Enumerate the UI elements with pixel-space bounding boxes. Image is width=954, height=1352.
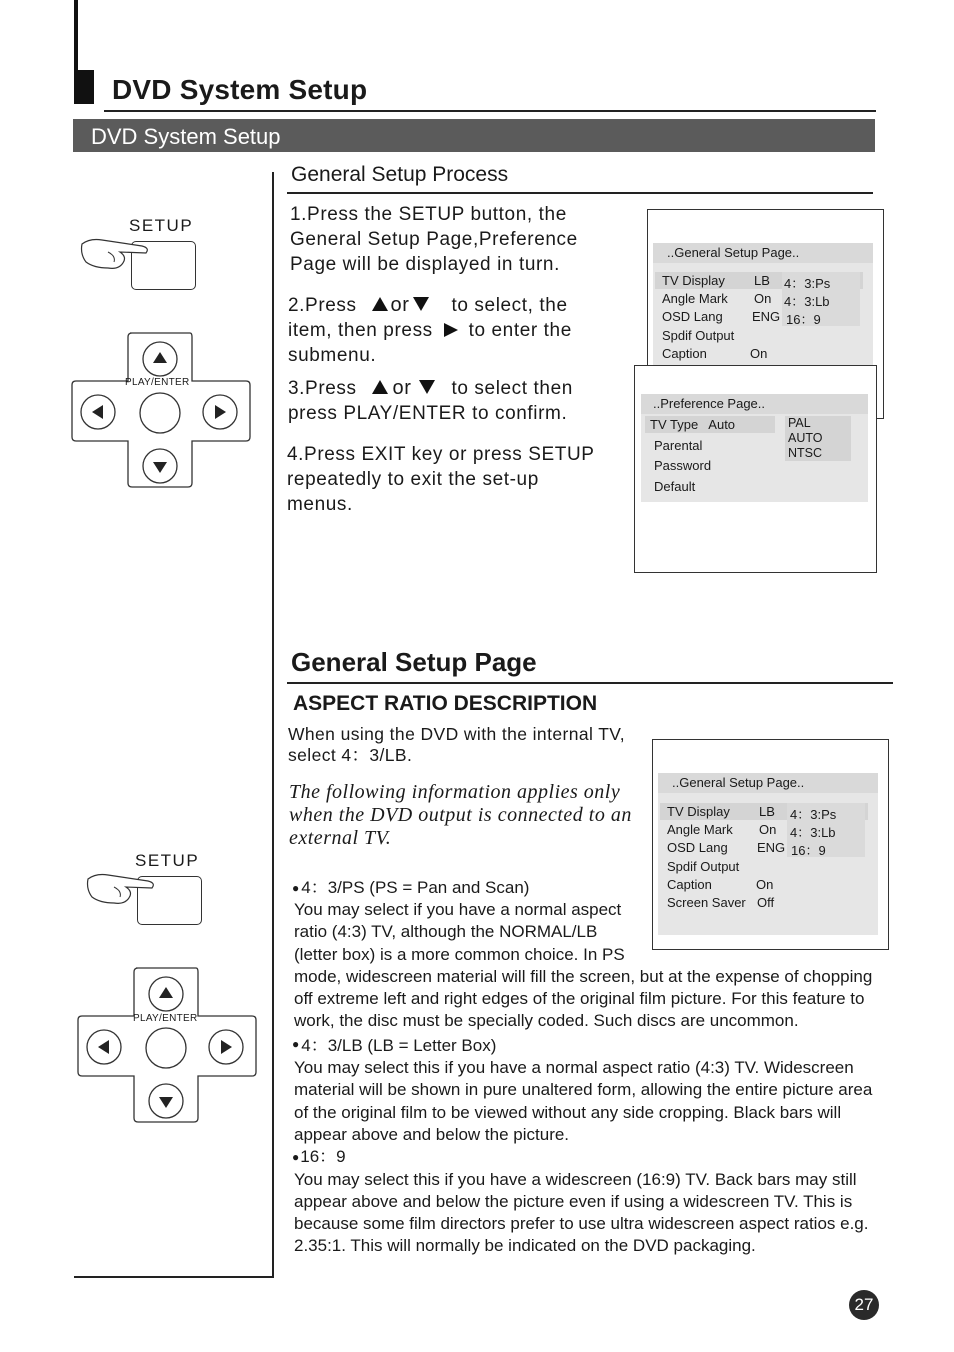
step-2-text: item, then press <box>288 320 433 341</box>
body-line: material will be shown in pure unaltered form, allowing the entire picture area <box>294 1080 873 1100</box>
down-arrow-button[interactable] <box>146 1081 186 1121</box>
right-arrow-button[interactable] <box>206 1027 246 1067</box>
left-arrow-button[interactable] <box>78 392 118 432</box>
bullet-pan-scan <box>292 877 529 899</box>
step-1-line: 1.Press the SETUP button, the <box>290 204 567 225</box>
bullet-icon: ● <box>292 881 300 895</box>
bullet-icon: ● <box>292 1150 300 1165</box>
setup-button-illustration <box>74 212 204 294</box>
note-line: The following information applies only <box>289 781 621 803</box>
pointing-hand-icon <box>80 226 160 272</box>
step-4 <box>287 442 595 517</box>
menu-value: ENG <box>752 309 781 324</box>
menu-item[interactable]: Screen Saver <box>667 895 746 910</box>
right-triangle-icon <box>443 322 459 338</box>
menu-item[interactable]: TV Display <box>667 804 730 819</box>
menu-value: On <box>756 877 774 892</box>
menu-option[interactable]: AUTO <box>788 431 823 445</box>
menu-head: ..General Setup Page.. <box>653 243 873 263</box>
left-arrow-button[interactable] <box>84 1027 124 1067</box>
menu-option[interactable]: 4：3:Ps <box>790 807 837 822</box>
step-1-line: Page will be displayed in turn. <box>290 254 560 275</box>
body-line: because some film directors prefer to use ultra widescreen aspect ratios e.g. <box>294 1214 869 1234</box>
body-line: appear above and below the picture. <box>294 1124 570 1144</box>
page-title: DVD System Setup <box>112 74 368 105</box>
external-tv-note <box>289 781 632 850</box>
menu-item[interactable]: TV Display <box>662 273 725 288</box>
body-line: work, the disc must be specially coded. Such discs are uncommon. <box>294 1011 799 1031</box>
setup-button-illustration <box>80 847 210 929</box>
body-line: off extreme left and right edges of the original film picture. For this feature to <box>294 989 865 1009</box>
menu-item[interactable]: Angle Mark <box>667 822 733 837</box>
setup-label: SETUP <box>129 216 194 235</box>
intro-line: select 4：3/LB. <box>288 745 413 765</box>
menu-item[interactable]: OSD Lang <box>667 840 728 855</box>
menu-panel <box>653 243 873 373</box>
general-page-rule <box>287 682 893 684</box>
menu-option[interactable]: NTSC <box>788 446 823 460</box>
title-rule <box>104 110 876 112</box>
body-line: of the original film to be viewed without any side cropping. Black bars will <box>294 1102 842 1122</box>
setup-label: SETUP <box>135 851 200 870</box>
up-triangle-icon <box>371 296 389 312</box>
up-arrow-button[interactable] <box>146 974 186 1014</box>
step-2-text: 2.Press <box>288 295 357 316</box>
menu-option[interactable]: 16：9 <box>791 843 826 858</box>
intro-line: When using the DVD with the internal TV, <box>288 724 626 744</box>
body-line: 2.35:1. This will normally be indicated on the DVD packaging. <box>294 1236 756 1256</box>
body-line: You may select if you have a normal aspect <box>294 900 622 919</box>
menu-item[interactable]: TV Type Auto <box>650 417 736 432</box>
down-triangle-icon <box>412 296 430 312</box>
menu-value: LB <box>754 273 770 288</box>
play-enter-button[interactable] <box>137 390 183 436</box>
body-line: ratio (4:3) TV, although the NORMAL/LB <box>294 922 598 942</box>
play-enter-label: PLAY/ENTER <box>125 377 190 388</box>
bottom-rule <box>74 1276 274 1278</box>
step-2-text: to select, the <box>451 295 568 316</box>
menu-item[interactable]: Angle Mark <box>662 291 728 306</box>
body-line: mode, widescreen material will fill the screen, but at the expense of chopping <box>294 966 873 986</box>
step-3-or: or <box>392 377 412 399</box>
play-enter-button[interactable] <box>143 1025 189 1071</box>
up-triangle-icon <box>371 379 389 395</box>
body-line: appear above and below the picture even if using a widescreen TV. This is <box>294 1191 853 1211</box>
step-2-text: submenu. <box>288 345 377 366</box>
step-4-line: repeatedly to exit the set-up <box>287 469 539 490</box>
page-number: 27 <box>849 1290 879 1320</box>
intro-text <box>288 724 625 766</box>
menu-value: On <box>750 346 768 361</box>
process-heading: General Setup Process <box>291 163 509 186</box>
step-3-text: to select then <box>451 378 573 399</box>
step-3 <box>288 376 628 426</box>
step-4-line: menus. <box>287 494 353 515</box>
remote-dpad <box>76 966 258 1124</box>
preference-screen <box>634 365 877 573</box>
menu-option[interactable]: 4：3:Ps <box>784 276 831 291</box>
menu-option[interactable]: 4：3:Lb <box>790 825 836 840</box>
section-band <box>73 119 875 152</box>
down-arrow-button[interactable] <box>140 446 180 486</box>
menu-option[interactable]: 16：9 <box>786 312 821 327</box>
menu-value: Off <box>757 895 775 910</box>
right-arrow-button[interactable] <box>200 392 240 432</box>
menu-item[interactable]: Password <box>654 458 712 473</box>
play-enter-label: PLAY/ENTER <box>133 1013 198 1024</box>
menu-item[interactable]: Default <box>654 479 696 494</box>
header-block <box>74 70 94 104</box>
step-1 <box>290 202 578 277</box>
menu-value: On <box>754 291 772 306</box>
bullet-pan-scan-body <box>294 899 872 1258</box>
remote-dpad <box>70 331 252 489</box>
menu-head: ..Preference Page.. <box>641 394 868 414</box>
menu-head: ..General Setup Page.. <box>658 773 878 793</box>
step-2-or: or <box>390 294 410 316</box>
aspect-ratio-heading: ASPECT RATIO DESCRIPTION <box>293 692 598 715</box>
step-4-line: 4.Press EXIT key or press SETUP <box>287 444 595 465</box>
process-rule <box>287 192 873 194</box>
step-2 <box>288 293 628 368</box>
up-arrow-button[interactable] <box>140 339 180 379</box>
menu-item[interactable]: Parental <box>654 438 703 453</box>
bullet-icon: ● <box>292 1036 300 1051</box>
bullet-title: 16：9 <box>300 1147 346 1167</box>
column-divider <box>272 172 274 1277</box>
step-2-text: to enter the <box>468 320 572 341</box>
menu-item[interactable]: Caption <box>662 346 707 361</box>
menu-panel <box>641 394 868 502</box>
body-line: You may select this if you have a widescreen (16:9) TV. Back bars may still <box>294 1169 857 1189</box>
bullet-title: 4：3/LB (LB = Letter Box) <box>301 1035 497 1055</box>
general-page-heading: General Setup Page <box>291 647 537 677</box>
menu-value: ENG <box>757 840 786 855</box>
bullet-title: 4：3/PS (PS = Pan and Scan) <box>301 878 530 897</box>
body-line: You may select this if you have a normal aspect ratio (4:3) TV. Widescreen <box>294 1058 854 1078</box>
menu-item[interactable]: Caption <box>667 877 712 892</box>
body-line: (letter box) is a more common choice. In PS <box>294 944 625 964</box>
note-line: when the DVD output is connected to an <box>289 804 632 826</box>
step-3-text: press PLAY/ENTER to confirm. <box>288 403 568 424</box>
menu-option[interactable]: 4：3:Lb <box>784 294 830 309</box>
down-triangle-icon <box>418 379 436 395</box>
pointing-hand-icon <box>86 861 166 907</box>
menu-option[interactable]: PAL <box>788 416 811 430</box>
step-3-text: 3.Press <box>288 378 357 399</box>
menu-item[interactable]: Spdif Output <box>662 328 735 343</box>
note-line: external TV. <box>289 827 392 849</box>
step-1-line: General Setup Page,Preference <box>290 229 578 250</box>
section-band-label: DVD System Setup <box>91 124 281 149</box>
menu-item[interactable]: Spdif Output <box>667 859 740 874</box>
menu-value: LB <box>759 804 775 819</box>
menu-value: On <box>759 822 777 837</box>
menu-item[interactable]: OSD Lang <box>662 309 723 324</box>
